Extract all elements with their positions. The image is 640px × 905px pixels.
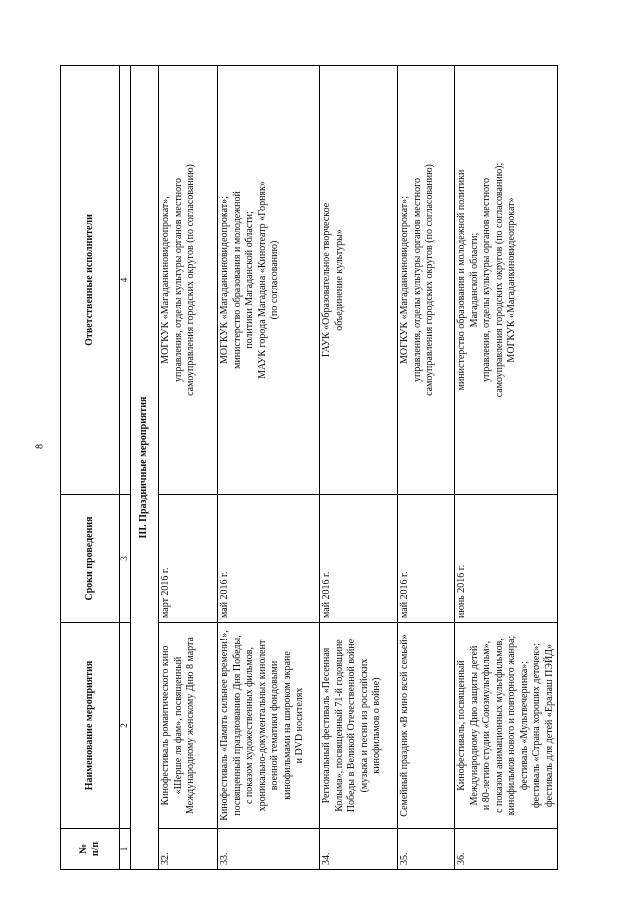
row-number: 32. bbox=[159, 829, 218, 870]
responsible: МОГКУК «Магаданкиновидеопрокат»; министерство образования и молодежной политики Магаданской области; МАУК города Магадана «Кинотеатр «Горняк» (по согласованию) bbox=[218, 66, 320, 495]
header-dates: Сроки проведения bbox=[61, 495, 120, 623]
table-row bbox=[320, 66, 398, 870]
event-date: май 2016 г. bbox=[398, 495, 455, 623]
header-number: № п/п bbox=[61, 829, 120, 870]
header-event-name: Наименование мероприятия bbox=[61, 623, 120, 829]
event-name: Семейный праздник «В кино всей семьей» bbox=[398, 623, 455, 829]
row-number: 34. bbox=[320, 829, 398, 870]
table-row bbox=[159, 66, 218, 870]
table-row bbox=[218, 66, 320, 870]
column-number: 1 bbox=[120, 829, 131, 870]
column-number-row bbox=[120, 66, 131, 870]
table-row bbox=[455, 66, 558, 870]
table-header-row bbox=[61, 66, 120, 870]
table-row bbox=[398, 66, 455, 870]
responsible: МОГКУК «Магаданкиновидеопрокат»; управления, отделы культуры органов местного самоуправления городских округов (по согласованию) bbox=[398, 66, 455, 495]
section-title: III. Праздничные мероприятия bbox=[131, 66, 159, 870]
row-number: 36. bbox=[455, 829, 558, 870]
row-number: 35. bbox=[398, 829, 455, 870]
header-responsible: Ответственные исполнители bbox=[61, 66, 120, 495]
column-number: 3 bbox=[120, 495, 131, 623]
event-name: Кинофестиваль, посвященный Международному Дню защиты детей и 80-летию студии «Союзмультфильм», с показом анимационных мультфильмов, кинофильмов нового и повторного жанра; фестиваль «Мультвечеринка»; фестиваль «Страна хороших деточек»; фестиваль для детей «Ералаш ПЭЙД» bbox=[455, 623, 558, 829]
event-name: Кинофестиваль романтического кино «Шерше ля фам», посвященный Международному женскому Дню 8 марта bbox=[159, 623, 218, 829]
event-name: Кинофестиваль «Память сильнее времени!», посвященный празднованию Дня Победы, с показом художественных фильмов, хроникально-документальных кинолент военной тематики фондовыми кинофильмами на широком экране и DVD носителях bbox=[218, 623, 320, 829]
event-date: май 2016 г. bbox=[218, 495, 320, 623]
responsible: МОГКУК «Магаданкиновидеопрокат», управления, отделы культуры органов местного самоуправления городских округов (по согласованию) bbox=[159, 66, 218, 495]
events-table bbox=[60, 65, 558, 870]
event-name: Региональный фестиваль «Песенная Колыма», посвященный 71-й годовщине Победы в Великой Отечественной войне (музыка и песни из российских кинофильмов о войне) bbox=[320, 623, 398, 829]
section-row bbox=[131, 66, 159, 870]
column-number: 2 bbox=[120, 623, 131, 829]
event-date: март 2016 г. bbox=[159, 495, 218, 623]
rotated-table-container bbox=[60, 65, 555, 870]
event-date: июнь 2016 г. bbox=[455, 495, 558, 623]
page-number: 8 bbox=[34, 444, 46, 449]
responsible: министерство образования и молодежной политики Магаданской области; управления, отделы культуры органов местного самоуправления городских округов (по согласованию); МОГКУК «Магаданкиновидеопрокат» bbox=[455, 66, 558, 495]
responsible: ГАУК «Образовательное творческое объединение культуры» bbox=[320, 66, 398, 495]
column-number: 4 bbox=[120, 66, 131, 495]
event-date: май 2016 г. bbox=[320, 495, 398, 623]
row-number: 33. bbox=[218, 829, 320, 870]
